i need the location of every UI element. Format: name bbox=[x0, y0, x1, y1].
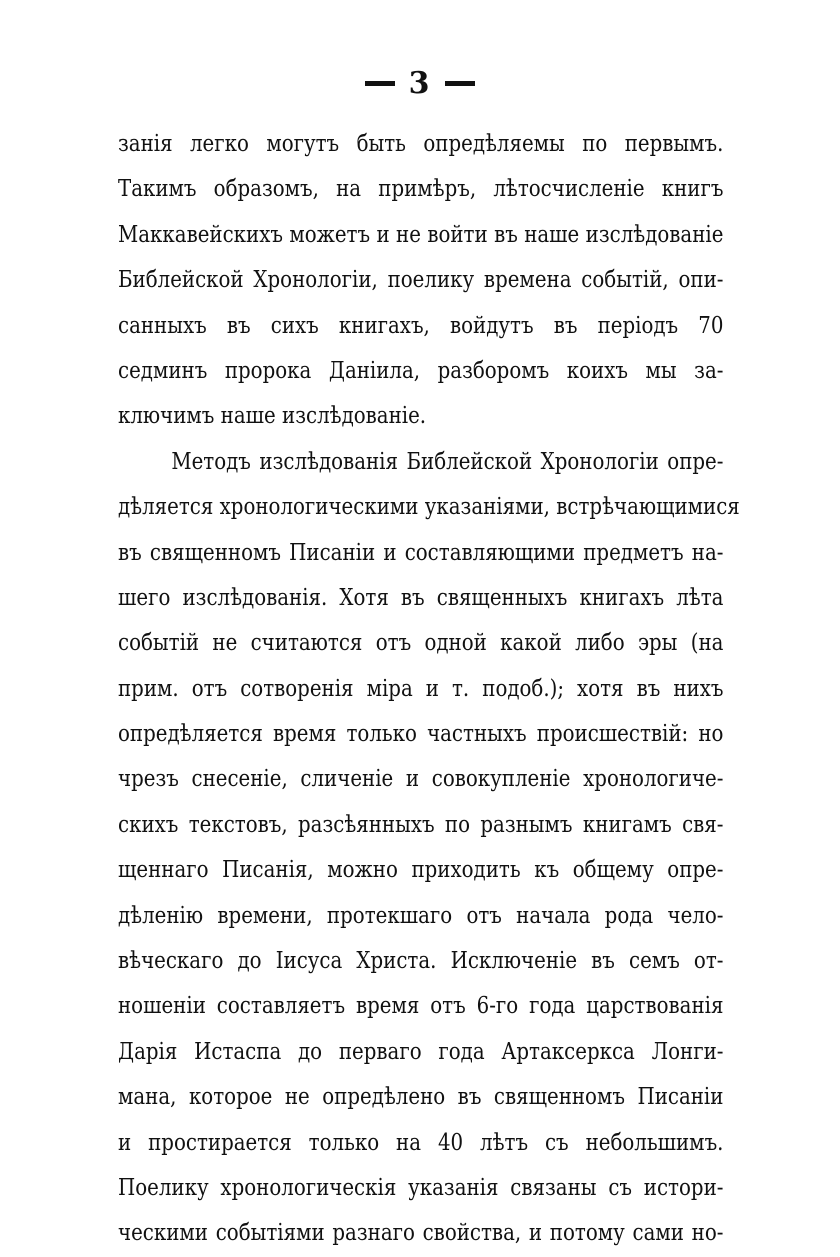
text-line: прим. отъ сотворенія міра и т. подоб.); хотя въ нихъ bbox=[118, 675, 724, 702]
page-number-header bbox=[0, 66, 840, 101]
text-line: занія легко могутъ быть опредѣляемы по первымъ. bbox=[118, 131, 724, 157]
text-line: Дарія Истаспа до перваго года Артаксеркса Лонги- bbox=[118, 1038, 724, 1065]
text-line: Такимъ образомъ, на примѣръ, лѣтосчисленіе книгъ bbox=[118, 176, 724, 203]
text-line: дѣляется хронологическими указаніями, встрѣчающимися bbox=[118, 494, 740, 521]
text-line: ношеніи составляетъ время отъ 6-го года царствованія bbox=[118, 993, 724, 1020]
body-text bbox=[118, 122, 740, 1257]
text-line: шего изслѣдованія. Хотя въ священныхъ книгахъ лѣта bbox=[118, 584, 724, 611]
text-line: вѣческаго до Іисуса Христа. Исключеніе въ семъ от- bbox=[118, 948, 724, 975]
text-line: опредѣляется время только частныхъ происшествій: но bbox=[118, 721, 724, 748]
right-dash-ornament bbox=[445, 81, 475, 86]
text-line: дѣленію времени, протекшаго отъ начала рода чело- bbox=[118, 902, 724, 929]
text-line: въ священномъ Писаніи и составляющими предметъ на- bbox=[118, 539, 724, 566]
text-line: Поелику хронологическія указанія связаны съ истори- bbox=[118, 1174, 724, 1201]
text-line: санныхъ въ сихъ книгахъ, войдутъ въ періодъ 70 bbox=[118, 312, 724, 339]
text-line: и простирается только на 40 лѣтъ съ небольшимъ. bbox=[118, 1129, 724, 1156]
text-line: седминъ пророка Даніила, разборомъ коихъ мы за- bbox=[118, 357, 724, 384]
text-line: Библейской Хронологіи, поелику времена событій, опи- bbox=[118, 267, 724, 294]
text-line: мана, которое не опредѣлено въ священномъ Писаніи bbox=[118, 1084, 724, 1111]
text-line: Маккавейскихъ можетъ и не войти въ наше изслѣдованіе bbox=[118, 221, 724, 248]
text-line: щеннаго Писанія, можно приходить къ общему опре- bbox=[118, 857, 724, 884]
paragraph-start-line: Методъ изслѣдованія Библейской Хронологіи опре- bbox=[171, 448, 724, 475]
text-line: ческими событіями разнаго свойства, и потому сами но- bbox=[118, 1220, 724, 1247]
text-line: скихъ текстовъ, разсѣянныхъ по разнымъ книгамъ свя- bbox=[118, 811, 724, 838]
paragraph-end-line: ключимъ наше изслѣдованіе. bbox=[118, 403, 427, 430]
text-line: событій не считаются отъ одной какой либо эры (на bbox=[118, 630, 724, 657]
text-line: чрезъ снесеніе, сличеніе и совокупленіе хронологиче- bbox=[118, 766, 724, 793]
left-dash-ornament bbox=[365, 81, 395, 86]
page-number: 3 bbox=[408, 66, 432, 101]
